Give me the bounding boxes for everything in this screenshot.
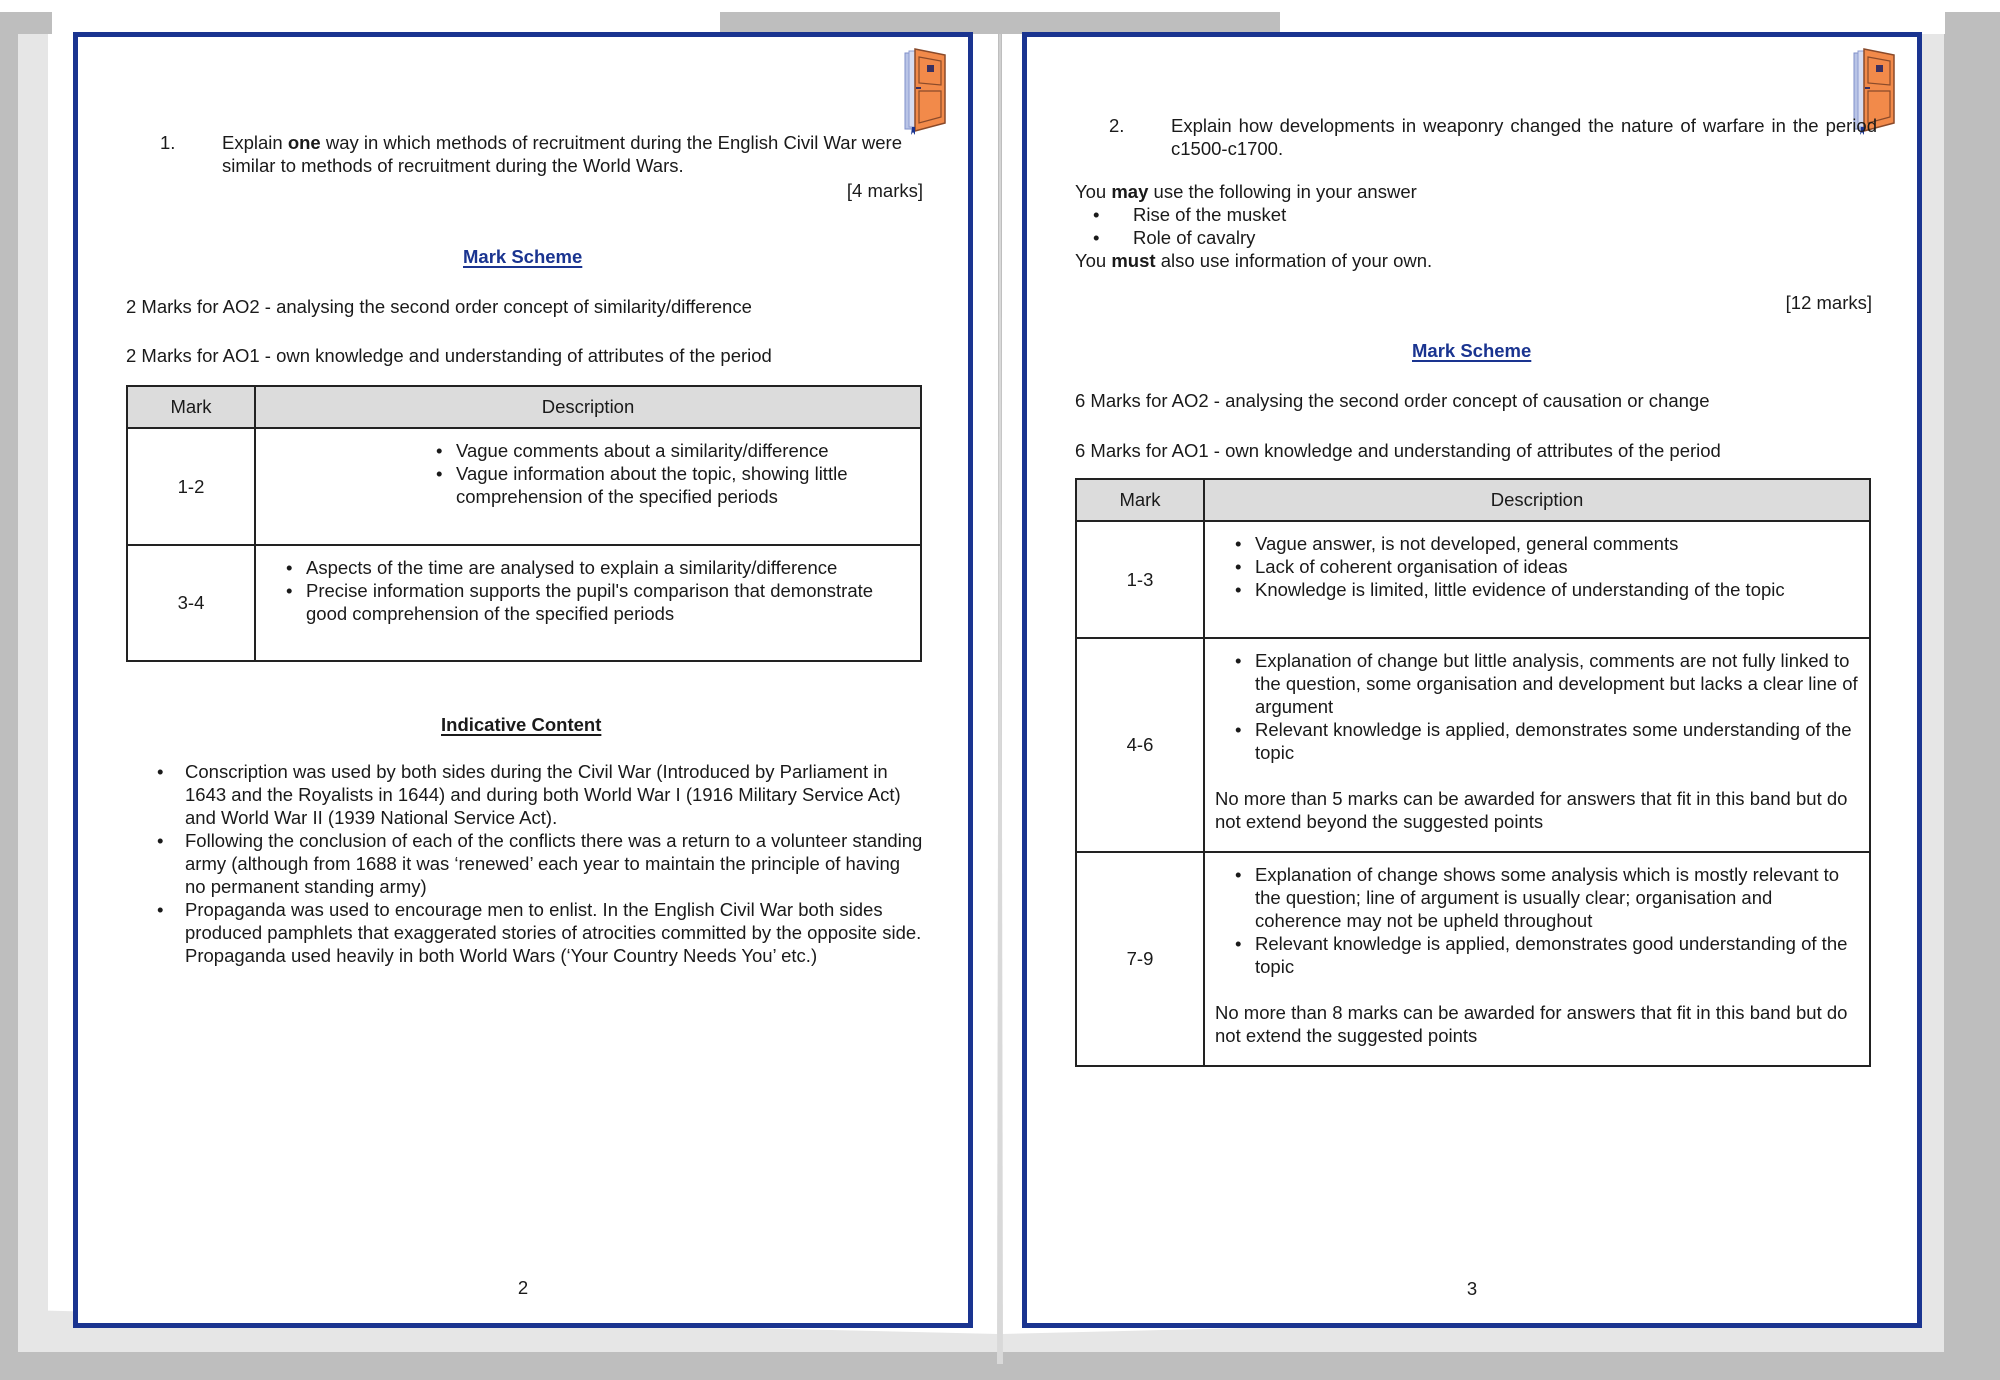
indicative-point: • Following the conclusion of each of the conflicts there was a return to a volunteer standing army (although from 1688 it was ‘renewed’ each year to maintain the principle of having no permanent standing army) [155,829,925,898]
mark-band: 1-2 [127,428,255,545]
door-icon [901,45,949,135]
mark-band: 4-6 [1076,638,1204,852]
question-text-end: way in which methods of recruitment during the English Civil War were similar to methods of recruitment during the World Wars. [222,132,902,176]
must-use-line [1075,249,1855,272]
may-use-line [1075,180,1855,203]
mark-scheme-heading[interactable]: Mark Scheme [463,246,583,267]
table-row [127,428,921,545]
book-top-edge-right [1280,12,1945,34]
question-text [222,131,922,177]
band-note: No more than 8 marks can be awarded for answers that fit in this band but do not extend the suggested points [1215,1002,1848,1046]
table-header-row [127,386,921,428]
column-header-description: Description [1204,479,1870,521]
must-use-suffix: also use information of your own. [1155,250,1433,271]
criterion: • Vague comments about a similarity/difference [416,439,910,462]
band-description [255,545,921,661]
column-header-mark: Mark [127,386,255,428]
may-use-prefix: You [1075,181,1112,202]
mark-scheme-heading[interactable]: Mark Scheme [1412,340,1532,361]
ao2-line: 2 Marks for AO2 - analysing the second order concept of similarity/difference [126,296,752,317]
mark-band: 1-3 [1076,521,1204,638]
band-note: No more than 5 marks can be awarded for answers that fit in this band but do not extend beyond the suggested points [1215,788,1848,832]
band-description [1204,638,1870,852]
ao1-line: 6 Marks for AO1 - own knowledge and understanding of attributes of the period [1075,440,1721,461]
table-header-row [1076,479,1870,521]
page-2[interactable] [73,32,973,1328]
must-emphasis: must [1111,250,1156,271]
criterion: • Explanation of change but little analysis, comments are not fully linked to the question, some organisation and development but lacks a clear line of argument [1215,649,1859,718]
page-number: 2 [517,1277,529,1298]
mark-band: 7-9 [1076,852,1204,1066]
criterion: • Knowledge is limited, little evidence of understanding of the topic [1215,578,1859,601]
criterion: • Vague information about the topic, showing little comprehension of the specified periods [416,462,910,508]
question-marks: [4 marks] [846,180,923,201]
question-number: 1. [160,132,176,153]
band-description [1204,852,1870,1066]
column-header-mark: Mark [1076,479,1204,521]
criterion: • Precise information supports the pupil's comparison that demonstrate good comprehension of the specified periods [266,579,910,625]
indicative-content-list [155,760,925,967]
mark-band: 3-4 [127,545,255,661]
indicative-content-heading: Indicative Content [441,714,602,735]
mark-scheme-table [126,385,922,662]
suggested-point: • Role of cavalry [1075,226,1855,249]
indicative-point: • Conscription was used by both sides during the Civil War (Introduced by Parliament in 1643 and the Royalists in 1644) and during both World War I (1916 Military Service Act) and World War II (1939 National Service Act). [155,760,925,829]
page-number: 3 [1466,1278,1478,1299]
must-use-prefix: You [1075,250,1112,271]
book-top-edge-left [52,12,720,34]
viewer-background [0,0,2000,12]
table-row [127,545,921,661]
column-header-description: Description [255,386,921,428]
criterion: • Explanation of change shows some analysis which is mostly relevant to the question; line of argument is usually clear; organisation and coherence may not be upheld throughout [1215,863,1859,932]
ao1-line: 2 Marks for AO1 - own knowledge and understanding of attributes of the period [126,345,772,366]
question-text-start: Explain [222,132,288,153]
table-row [1076,521,1870,638]
mark-scheme-table [1075,478,1871,1067]
table-row [1076,852,1870,1066]
may-emphasis: may [1111,181,1149,202]
ao2-line: 6 Marks for AO2 - analysing the second order concept of causation or change [1075,390,1710,411]
criterion: • Relevant knowledge is applied, demonstrates some understanding of the topic [1215,718,1859,764]
criterion: • Relevant knowledge is applied, demonstrates good understanding of the topic [1215,932,1859,978]
criterion: • Lack of coherent organisation of ideas [1215,555,1859,578]
question-emphasis: one [287,132,321,153]
indicative-point: • Propaganda was used to encourage men to enlist. In the English Civil War both sides produced pamphlets that exaggerated stories of atrocities committed by the opposite side. Propaganda used heavily in both World Wars (‘Your Country Needs You’ etc.) [155,898,925,967]
question-marks: [12 marks] [1785,292,1872,313]
page-3[interactable] [1022,32,1922,1328]
criterion: • Vague answer, is not developed, general comments [1215,532,1859,555]
question-number: 2. [1109,115,1125,136]
suggested-points-list [1075,203,1855,249]
table-row [1076,638,1870,852]
suggested-point: • Rise of the musket [1075,203,1855,226]
may-use-suffix: use the following in your answer [1148,181,1417,202]
band-description [255,428,921,545]
criterion: • Aspects of the time are analysed to explain a similarity/difference [266,556,910,579]
may-use-block [1075,180,1855,272]
band-description [1204,521,1870,638]
question-text: Explain how developments in weaponry changed the nature of warfare in the period c1500-c1700. [1171,115,1877,159]
